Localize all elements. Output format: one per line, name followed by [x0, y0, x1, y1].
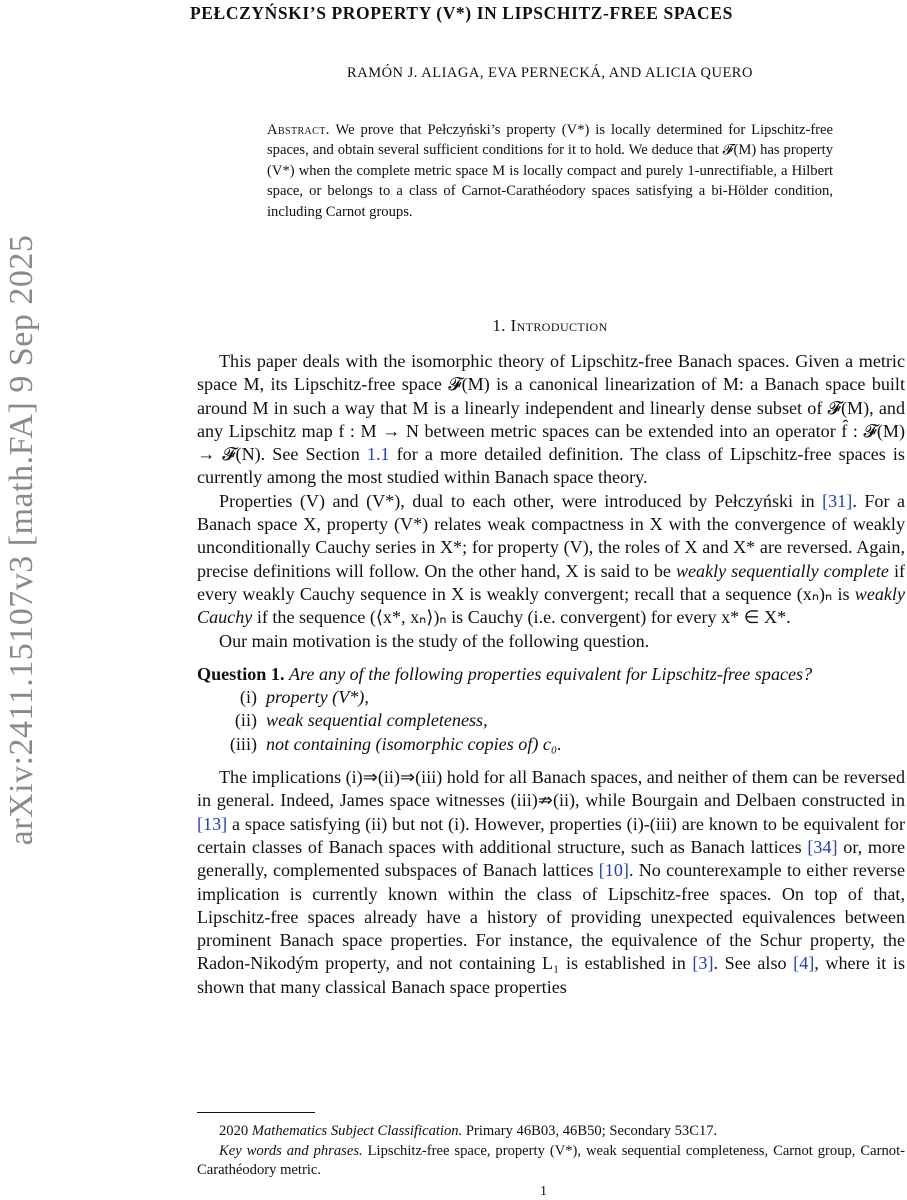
section-number: 1.: [492, 316, 506, 335]
question-item: [197, 686, 905, 709]
para2-text-d: if the sequence (⟨x*, xₙ⟩)ₙ is Cauchy (i.e. convergent) for every x* ∈ X*.: [256, 607, 791, 628]
paragraph-1: [197, 350, 905, 490]
item-text: weak sequential completeness,: [266, 710, 488, 731]
para1-text-b: for a more detailed definition. The class of Lipschitz-free spaces is currently among the most studied within Banach space theory.: [197, 444, 905, 488]
para4-text-f: , where it is shown that many classical Banach space properties: [197, 953, 905, 997]
msc-year: 2020: [219, 1123, 249, 1139]
question-text: Are any of the following properties equivalent for Lipschitz-free spaces?: [289, 663, 813, 684]
para2-text-c: if every weakly Cauchy sequence in X is weakly convergent; recall that a sequence (xₙ)ₙ is: [197, 560, 905, 604]
paper-authors: RAMÓN J. ALIAGA, EVA PERNECKÁ, AND ALICIA QUERO: [347, 65, 753, 81]
citation-34[interactable]: [34]: [807, 836, 838, 857]
footnotes: [197, 1122, 905, 1181]
section-link-1-1[interactable]: 1.1: [366, 444, 390, 465]
body-text: [197, 350, 905, 999]
abstract: [267, 120, 833, 222]
para4-text-c: or, more generally, complemented subspaces of Banach lattices: [197, 836, 906, 881]
question-list: [197, 686, 905, 756]
section-heading: [200, 316, 900, 336]
para4-text-a: The implications (i)⇒(ii)⇒(iii) hold for all Banach spaces, and neither of them can be reversed in general. Indeed, James space witnesses (iii)⇏(ii), while Bourgain and Delbaen constructed in: [197, 767, 905, 811]
section-title: Introduction: [510, 316, 608, 335]
arxiv-identifier: [0, 180, 44, 900]
citation-4[interactable]: [4]: [793, 953, 815, 974]
citation-13[interactable]: [13]: [197, 813, 228, 834]
paragraph-3: Our main motivation is the study of the following question.: [219, 630, 650, 651]
paper-title: PEŁCZYŃSKI’S PROPERTY (V*) IN LIPSCHITZ-FREE SPACES: [190, 3, 733, 23]
question-item: [197, 709, 905, 732]
citation-31[interactable]: [31]: [822, 490, 853, 511]
citation-3[interactable]: [3]: [692, 953, 714, 974]
para2-text-a: Properties (V) and (V*), dual to each other, were introduced by Pełczyński in: [219, 490, 815, 511]
abstract-label: Abstract.: [267, 122, 330, 138]
para1-text-a: This paper deals with the isomorphic theory of Lipschitz-free Banach spaces. Given a metric space M, its Lipschitz-free space 𝓕(M) is a canonical linearization of M: a Banach space built around M in such a way that M is a linearly independent and linearly dense subset of 𝓕(M), and any Lipschitz map f : M → N between metric spaces can be extended into an operator f̂ : 𝓕(M) → 𝓕(N). See Section: [197, 351, 905, 465]
paragraph-4: [197, 766, 905, 999]
msc-label: Mathematics Subject Classification.: [251, 1123, 463, 1139]
item-number: (ii): [234, 710, 257, 731]
citation-10[interactable]: [10]: [598, 860, 629, 881]
keywords-label: Key words and phrases.: [219, 1142, 363, 1159]
para2-emphasis-weakly-cauchy: weakly Cauchy: [197, 583, 905, 628]
question-1: [197, 663, 905, 686]
para2-text-b: . For a Banach space X, property (V*) relates weak compactness in X with the convergence of weakly unconditionally Cauchy series in X*; for property (V), the roles of X and X* are reversed. Again, precise definitions will follow. On the other hand, X is said to be: [197, 490, 905, 581]
page-number: 1: [540, 1184, 547, 1199]
msc-text: Primary 46B03, 46B50; Secondary 53C17.: [465, 1123, 718, 1139]
item-text: not containing (isomorphic copies of) c₀.: [266, 733, 562, 754]
question-label: Question 1.: [197, 663, 285, 684]
question-item: [197, 733, 905, 756]
arxiv-identifier-text: arXiv:2411.15107v3 [math.FA] 9 Sep 2025: [3, 234, 40, 846]
footnote-rule: [197, 1112, 315, 1113]
para2-emphasis-wsc: weakly sequentially complete: [675, 560, 889, 581]
paragraph-2: [197, 490, 905, 630]
item-text: property (V*),: [266, 687, 369, 708]
item-number: (i): [239, 687, 257, 708]
para4-text-e: . See also: [713, 953, 787, 974]
abstract-text: We prove that Pełczyński’s property (V*) is locally determined for Lipschitz-free spaces, and obtain several sufficient conditions for it to hold. We deduce that 𝓕(M) has property (V*) when the complete metric space M is locally compact and purely 1-unrectifiable, a Hilbert space, or belongs to a class of Carnot-Carathéodory spaces satisfying a bi-Hölder condition, including Carnot groups.: [267, 122, 833, 220]
footnote-keywords: [197, 1142, 905, 1181]
item-number: (iii): [229, 733, 257, 754]
para4-text-d: . No counterexample to either reverse implication is currently known within the class of Lipschitz-free spaces. On top of that, Lipschitz-free spaces already have a history of providing unexpected equivalences between prominent Banach space properties. For instance, the equivalence of the Schur property, the Radon-Nikodým property, and not containing L₁ is established in: [197, 860, 905, 974]
para4-text-b: a space satisfying (ii) but not (i). However, properties (i)-(iii) are known to be equivalent for certain classes of Banach spaces with additional structure, such as Banach lattices: [197, 813, 905, 857]
footnote-msc: [197, 1122, 905, 1142]
keywords-text: Lipschitz-free space, property (V*), weak sequential completeness, Carnot group, Carnot-Carathéodory metric.: [197, 1142, 905, 1178]
